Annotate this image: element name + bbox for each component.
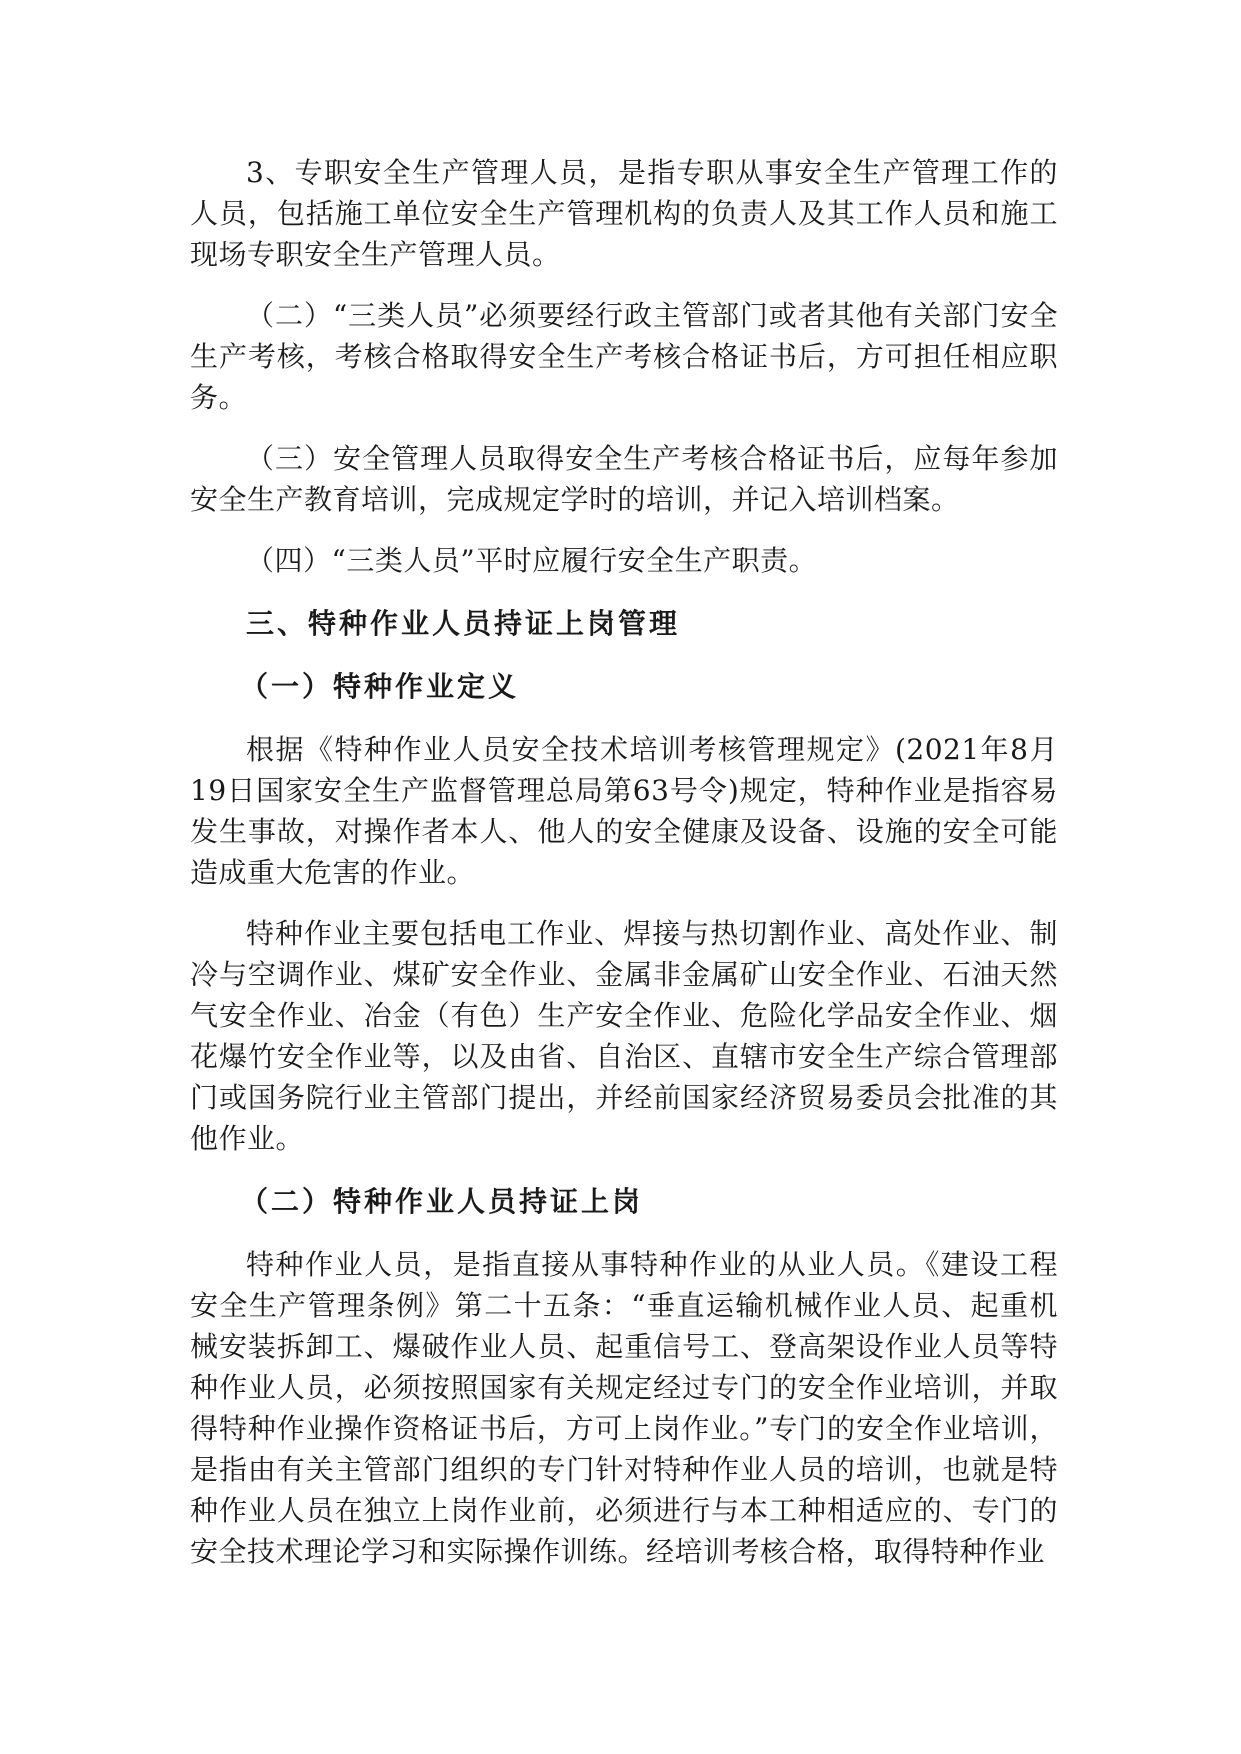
section-heading-special-operations: 三、特种作业人员持证上岗管理 — [246, 607, 681, 640]
subheading-certified-work: （二）特种作业人员持证上岗 — [240, 1185, 644, 1218]
subheading-definition: （一）特种作业定义 — [240, 670, 520, 703]
paragraph-three-categories-assessment: （二）“三类人员”必须要经行政主管部门或者其他有关部门安全生产考核，考核合格取得安全生产考核合格证书后，方可担任相应职务。 — [190, 299, 1058, 414]
document-page — [190, 152, 1058, 1592]
paragraph-special-operation-types: 特种作业主要包括电工作业、焊接与热切割作业、高处作业、制冷与空调作业、煤矿安全作业、金属非金属矿山安全作业、石油天然气安全作业、冶金（有色）生产安全作业、危险化学品安全作业、烟花爆竹安全作业等，以及由省、自治区、直辖市安全生产综合管理部门或国务院行业主管部门提出，并经前国家经济贸易委员会批准的其他作业。 — [190, 917, 1058, 1155]
paragraph-special-personnel: 特种作业人员，是指直接从事特种作业的从业人员。《建设工程安全生产管理条例》第二十五条：“垂直运输机械作业人员、起重机械安装拆卸工、爆破作业人员、起重信号工、登高架设作业人员等特种作业人员，必须按照国家有关规定经过专门的安全作业培训，并取得特种作业操作资格证书后，方可上岗作业。”专门的安全作业培训，是指由有关主管部门组织的专门针对特种作业人员的培训，也就是特种作业人员在独立上岗作业前，必须进行与本工种相适应的、专门的安全技术理论学习和实际操作训练。经培训考核合格，取得特种作业 — [190, 1248, 1058, 1568]
paragraph-safety-manager-definition: 3、专职安全生产管理人员，是指专职从事安全生产管理工作的人员，包括施工单位安全生产管理机构的负责人及其工作人员和施工现场专职安全生产管理人员。 — [190, 156, 1058, 271]
paragraph-duties: （四）“三类人员”平时应履行安全生产职责。 — [246, 544, 818, 577]
paragraph-annual-training: （三）安全管理人员取得安全生产考核合格证书后，应每年参加安全生产教育培训，完成规定学时的培训，并记入培训档案。 — [190, 442, 1058, 516]
paragraph-special-operation-definition: 根据《特种作业人员安全技术培训考核管理规定》(2021年8月19日国家安全生产监督管理总局第63号令)规定，特种作业是指容易发生事故，对操作者本人、他人的安全健康及设备、设施的安全可能造成重大危害的作业。 — [190, 733, 1058, 889]
